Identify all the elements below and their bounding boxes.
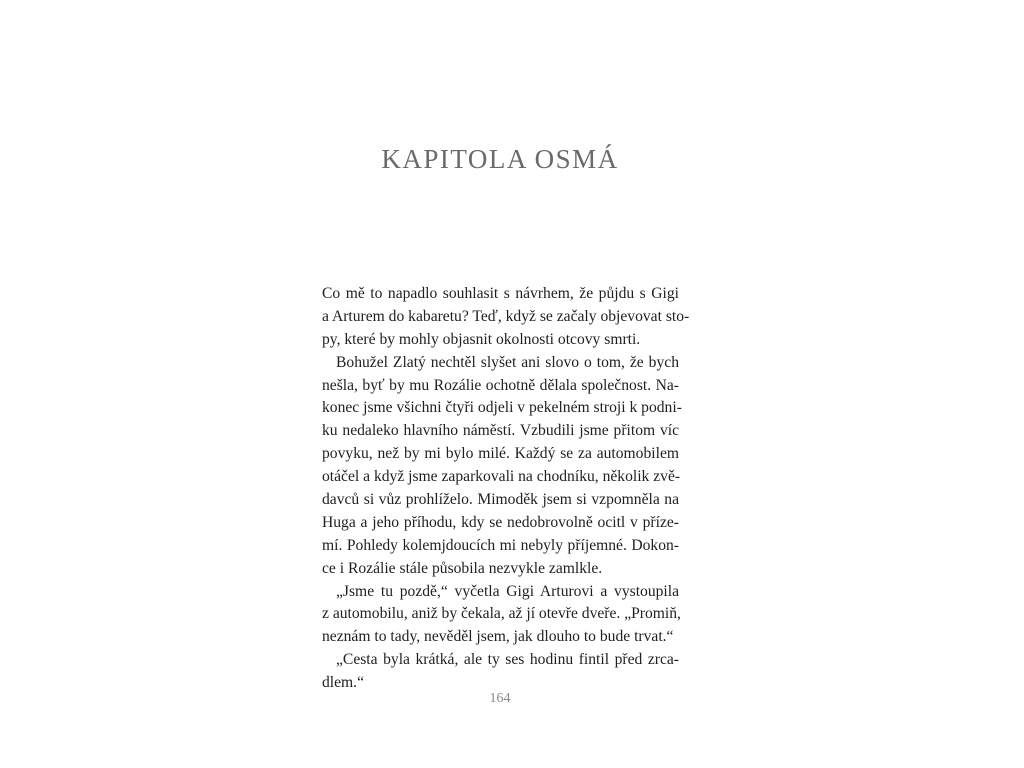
text-line: ku nedaleko hlavního náměstí. Vzbudili jsme přitom víc bbox=[322, 422, 679, 440]
text-line: „Cesta byla krátká, ale ty ses hodinu fintil před zrca- bbox=[336, 651, 679, 669]
page-number: 164 bbox=[489, 691, 511, 706]
text-line: davců si vůz prohlíželo. Mimoděk jsem si vzpomněla na bbox=[322, 491, 679, 509]
text-line: konec jsme všichni čtyři odjeli v pekelném stroji k podni- bbox=[322, 399, 682, 417]
text-line: otáčel a když jsme zaparkovali na chodníku, několik zvě- bbox=[322, 468, 681, 486]
text-line: neznám to tady, nevěděl jsem, jak dlouho to bude trvat.“ bbox=[322, 628, 674, 646]
chapter-title: KAPITOLA OSMÁ bbox=[381, 144, 619, 174]
text-line: ce i Rozálie stále působila nezvykle zamlkle. bbox=[322, 559, 603, 577]
text-line: Huga a jeho příhodu, kdy se nedobrovolně ocitl v přízе- bbox=[322, 513, 679, 531]
text-line: py, které by mohly objasnit okolnosti otcovy smrti. bbox=[322, 330, 641, 348]
text-line: mí. Pohledy kolemjdoucích mi nebyly příjemné. Dokon- bbox=[322, 536, 679, 554]
text-line: a Arturem do kabaretu? Teď, když se začaly objevovat sto- bbox=[322, 307, 690, 325]
text-line: z automobilu, aniž by čekala, až jí otevře dveře. „Promiň, bbox=[322, 605, 681, 623]
text-line: nešla, byť by mu Rozálie ochotně dělala společnost. Na- bbox=[322, 376, 679, 394]
text-line: „Jsme tu pozdě,“ vyčetla Gigi Arturovi a vystoupila bbox=[336, 582, 679, 600]
text-line: Co mě to napadlo souhlasit s návrhem, že půjdu s Gigi bbox=[322, 285, 679, 302]
text-line: Bohužel Zlatý nechtěl slyšet ani slovo o tom, že bych bbox=[336, 353, 679, 371]
text-line: dlem.“ bbox=[322, 674, 364, 692]
body-text bbox=[322, 283, 690, 695]
text-line: povyku, než by mi bylo milé. Každý se za automobilem bbox=[322, 445, 679, 463]
